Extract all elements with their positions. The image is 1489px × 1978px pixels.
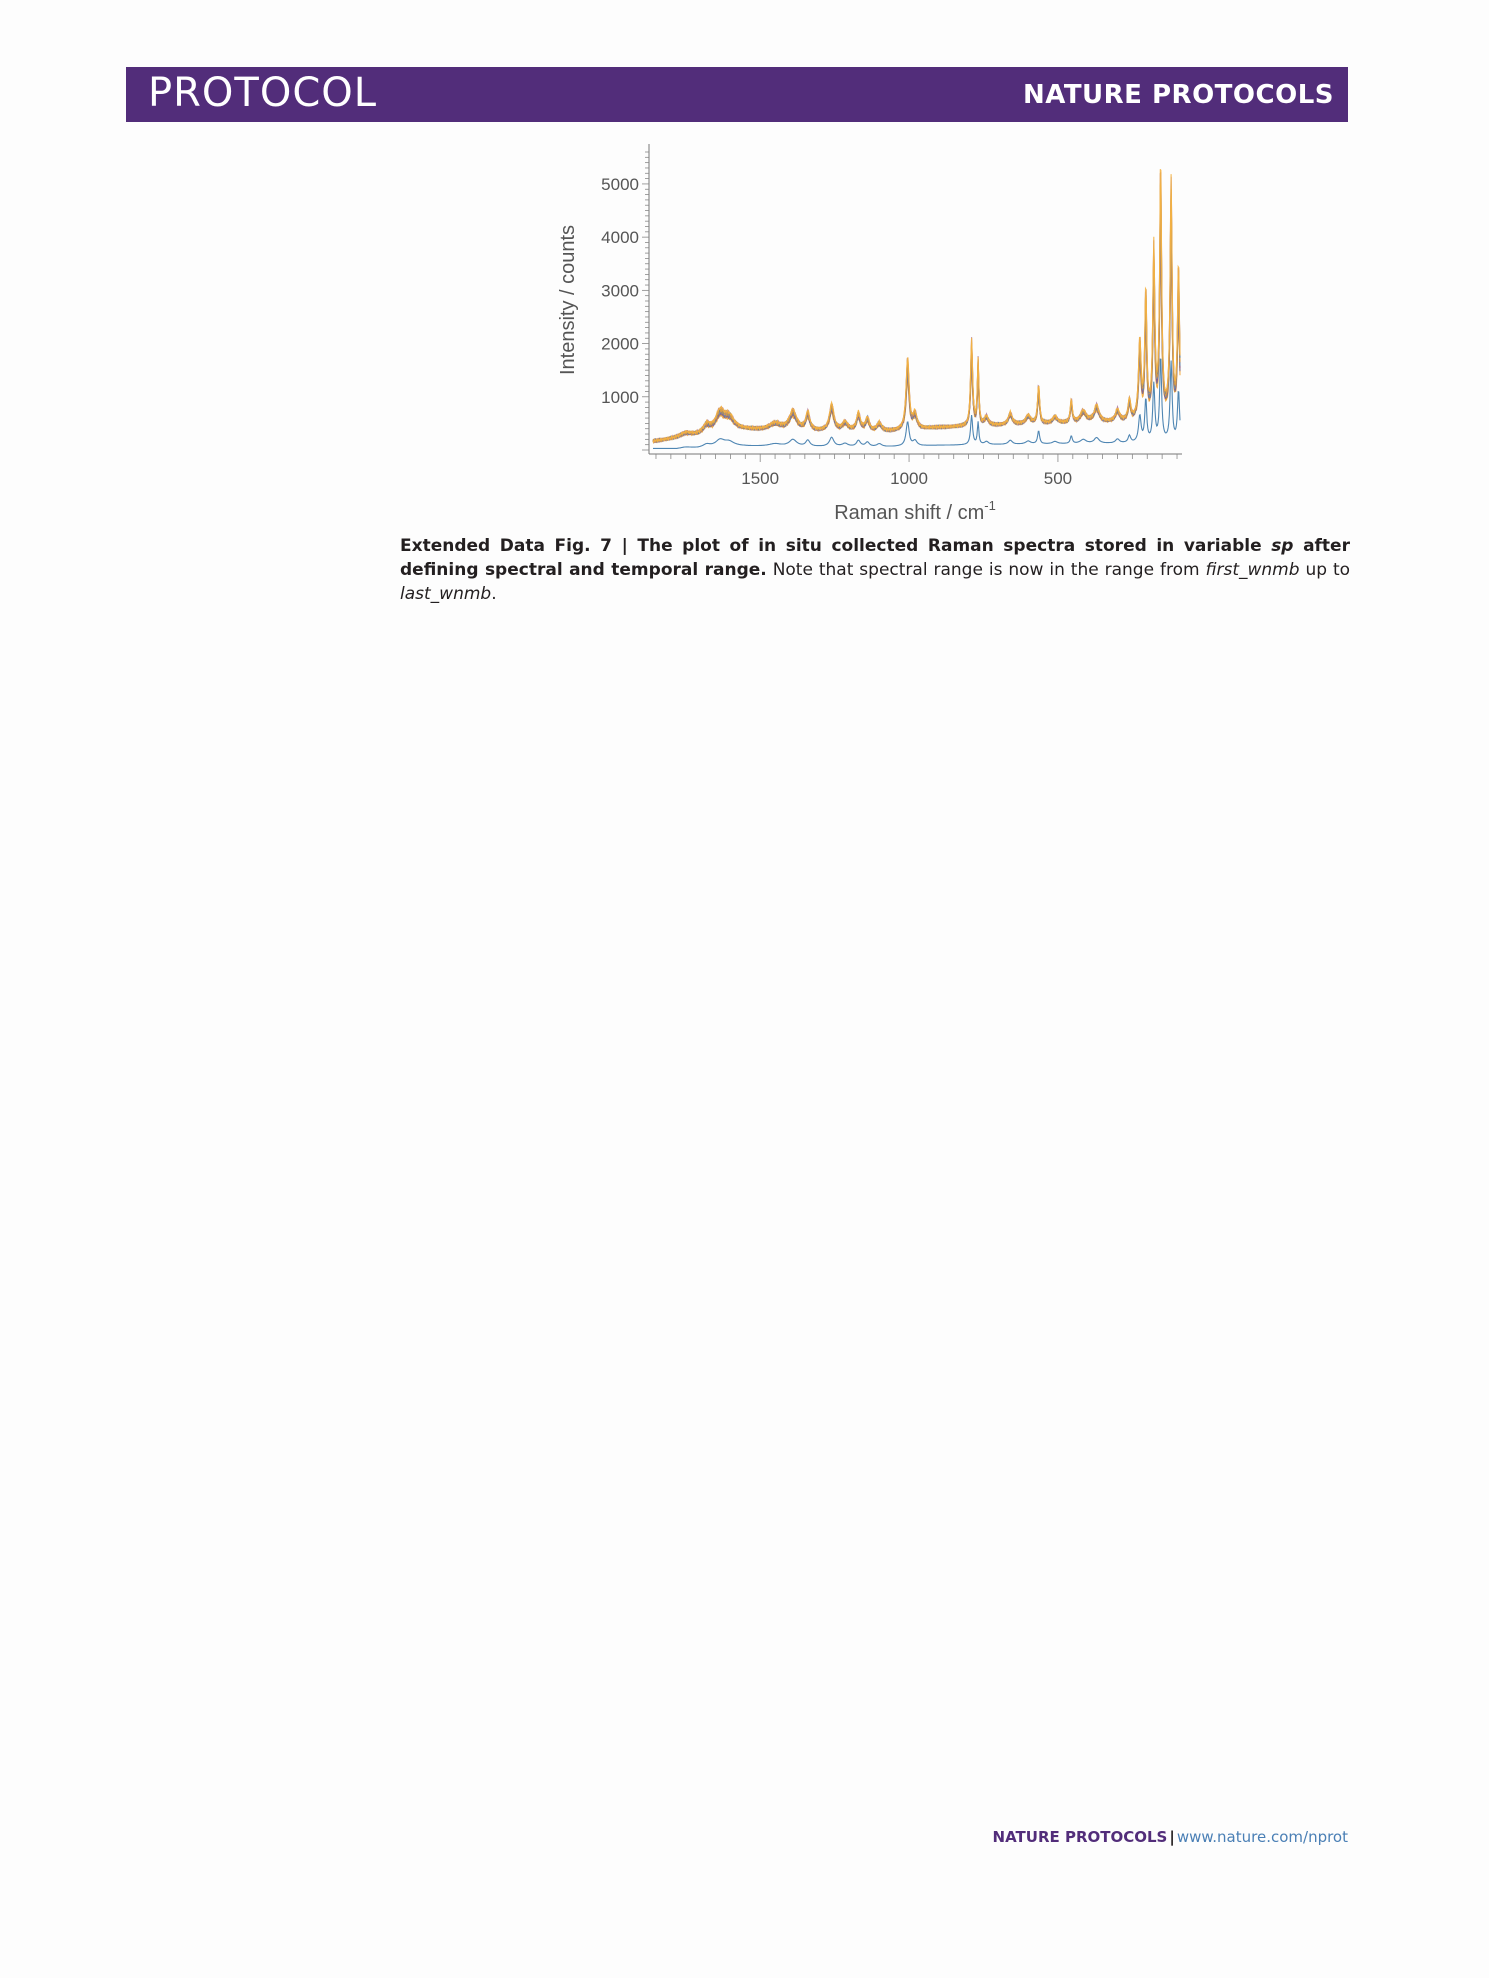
spectrum-line: [653, 186, 1180, 442]
caption-title-post: after defining spectral and temporal range.: [400, 536, 1350, 580]
spectrum-line: [653, 219, 1180, 442]
spectrum-line: [653, 205, 1180, 442]
y-minor-ticks: [642, 152, 649, 450]
page-footer: [993, 1828, 1348, 1846]
y-tick-label: 2000: [601, 334, 639, 354]
footer-separator: |: [1169, 1828, 1175, 1846]
y-tick-label: 3000: [601, 281, 639, 301]
raman-spectra-chart: [545, 140, 1205, 530]
y-tick-label: 4000: [601, 228, 639, 248]
spectrum-line: [653, 169, 1180, 442]
footer-url-link[interactable]: www.nature.com/nprot: [1176, 1828, 1348, 1846]
spectra-lines: [653, 169, 1180, 448]
x-tick-labels: [741, 469, 1072, 488]
spectrum-line: [653, 172, 1180, 442]
y-tick-label: 5000: [601, 174, 639, 194]
x-tick-label: 1000: [890, 469, 928, 488]
raman-spectra-figure: [545, 140, 1205, 530]
footer-journal: NATURE PROTOCOLS: [992, 1828, 1168, 1846]
caption-label: Extended Data Fig. 7 |: [400, 536, 628, 556]
caption-body-var1: first_wnmb: [1205, 560, 1300, 580]
caption-body-var2: last_wnmb: [400, 584, 492, 604]
spectrum-line: [653, 184, 1180, 441]
caption-title-pre: The plot of in situ collected Raman spectra stored in variable: [637, 536, 1262, 556]
spectrum-line: [653, 222, 1180, 442]
x-minor-ticks: [656, 454, 1177, 462]
y-axis-label: Intensity / counts: [557, 224, 579, 376]
y-tick-labels: [601, 175, 639, 407]
spectrum-line: [653, 237, 1180, 443]
x-axis-label: [834, 498, 996, 524]
figure-caption: [400, 534, 1350, 606]
spectrum-line: [653, 206, 1180, 442]
section-label: PROTOCOL: [148, 70, 378, 116]
y-tick-label: 1000: [601, 387, 639, 407]
caption-body-end: .: [491, 584, 497, 604]
spectrum-line: [653, 190, 1180, 443]
spectrum-line: [653, 239, 1180, 442]
spectrum-line-lowest: [653, 359, 1180, 448]
x-axis-label-text: Raman shift / cm: [834, 502, 985, 524]
caption-title-var: sp: [1271, 536, 1294, 556]
spectrum-line: [653, 226, 1180, 442]
page-header: [126, 67, 1348, 122]
caption-body-mid: up to: [1305, 560, 1351, 580]
x-axis-label-superscript: -1: [984, 498, 996, 513]
x-tick-label: 1500: [741, 469, 780, 488]
x-tick-label: 500: [1043, 469, 1073, 488]
spectrum-line: [653, 201, 1180, 442]
journal-label: NATURE PROTOCOLS: [1022, 80, 1334, 110]
caption-body-pre: Note that spectral range is now in the range from: [772, 560, 1200, 580]
